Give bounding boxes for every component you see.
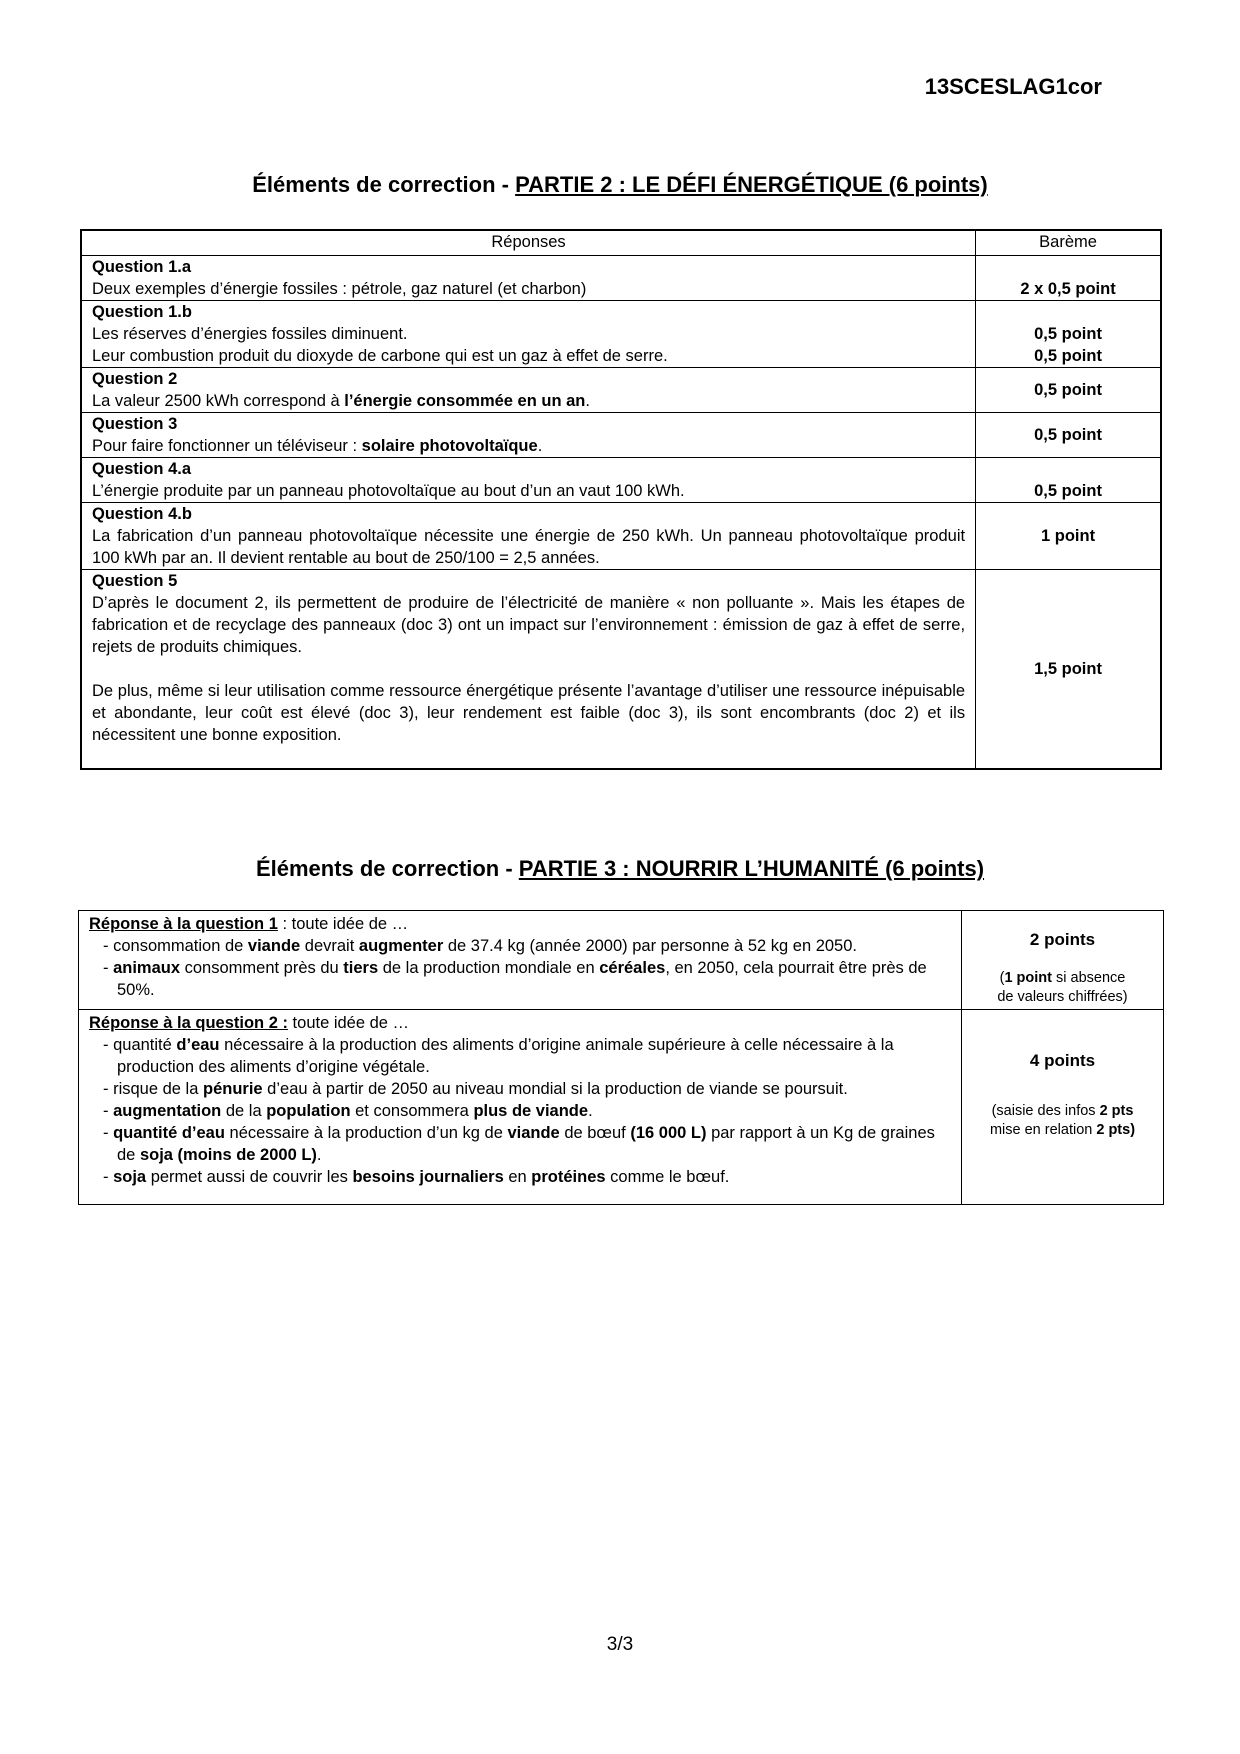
response-heading: Réponse à la question 2 : toute idée de … [89, 1014, 410, 1032]
score-question-2 [962, 1010, 1164, 1205]
response-q1a [81, 256, 976, 301]
score-q1a: 2 x 0,5 point [976, 256, 1161, 301]
response-text: L’énergie produite par un panneau photovoltaïque au bout d’un an vaut 100 kWh. [92, 482, 685, 500]
score-question-1 [962, 911, 1164, 1010]
list-item: - soja permet aussi de couvrir les besoins journaliers en protéines comme le bœuf. [103, 1168, 730, 1186]
score-q4a: 0,5 point [976, 458, 1161, 503]
score-q5: 1,5 point [976, 570, 1161, 770]
response-q4b [81, 503, 976, 570]
part2-correction-table [80, 229, 1162, 770]
response-text: Pour faire fonctionner un téléviseur : solaire photovoltaïque. [92, 437, 543, 455]
table-row [81, 368, 1161, 413]
question-label: Question 2 [92, 370, 178, 388]
score-note: mise en relation 2 pts) [989, 1122, 1136, 1138]
list-item: - animaux consomment près du tiers de la production mondiale en céréales, en 2050, cela pourrait être près de 50%. [103, 959, 927, 999]
list-item: - augmentation de la population et consommera plus de viande. [103, 1102, 593, 1120]
table-row [79, 1010, 1164, 1205]
table-header-row [81, 230, 1161, 256]
question-label: Question 1.a [92, 258, 192, 276]
response-question-1 [79, 911, 962, 1010]
document-code: 13SCESLAG1cor [924, 74, 1102, 99]
list-item: - quantité d’eau nécessaire à la production des aliments d’origine animale supérieure à celle nécessaire à la production des aliments d’origine végétale. [103, 1036, 894, 1076]
response-text: La valeur 2500 kWh correspond à l’énergie consommée en un an. [92, 392, 590, 410]
score-q4b: 1 point [976, 503, 1161, 570]
question-label: Question 3 [92, 415, 178, 433]
score-value: 4 points [1029, 1051, 1096, 1070]
score-note: (1 point si absence [999, 970, 1126, 986]
response-q4a [81, 458, 976, 503]
response-text: Deux exemples d’énergie fossiles : pétrole, gaz naturel (et charbon) [92, 280, 587, 298]
list-item: - consommation de viande devrait augmenter de 37.4 kg (année 2000) par personne à 52 kg en 2050. [103, 937, 857, 955]
part2-title-prefix: Éléments de correction - [252, 172, 516, 197]
table-row [79, 911, 1164, 1010]
part2-title [0, 172, 1240, 198]
part3-title-main: PARTIE 3 : NOURRIR L’HUMANITÉ (6 points) [518, 856, 985, 881]
score-q1b: 0,5 point 0,5 point [976, 301, 1161, 368]
response-heading: Réponse à la question 1 : toute idée de … [89, 915, 409, 933]
response-text: Les réserves d’énergies fossiles diminuent. [92, 325, 408, 343]
response-paragraph: De plus, même si leur utilisation comme ressource énergétique présente l’avantage d’utiliser une ressource inépuisable et abondante, leur coût est élevé (doc 3), leur rendement est faible (doc 3), ils sont encombrants (doc 2) et ils nécessitent une bonne exposition. [92, 682, 966, 744]
part2-title-main: PARTIE 2 : LE DÉFI ÉNERGÉTIQUE (6 points) [515, 172, 988, 197]
table-row [81, 458, 1161, 503]
question-label: Question 5 [92, 572, 178, 590]
response-paragraph: D’après le document 2, ils permettent de produire de l’électricité de manière « non polluante ». Mais les étapes de fabrication et de recyclage des panneaux (doc 3) ont un impact sur l’environnement : émission de gaz à effet de serre, rejets de produits chimiques. [92, 594, 966, 656]
list-item: - quantité d’eau nécessaire à la production d’un kg de viande de bœuf (16 000 L) par rapport à un Kg de graines de soja (moins de 2000 L). [103, 1124, 935, 1164]
table-row [81, 301, 1161, 368]
header-bareme: Barème [976, 230, 1161, 256]
question-label: Question 4.a [92, 460, 192, 478]
response-question-2 [79, 1010, 962, 1205]
page-number: 3/3 [606, 1634, 634, 1655]
header-responses: Réponses [81, 230, 976, 256]
score-q2: 0,5 point [976, 368, 1161, 413]
table-row [81, 503, 1161, 570]
score-q3: 0,5 point [976, 413, 1161, 458]
score-value: 2 points [1029, 930, 1096, 949]
score-note: de valeurs chiffrées) [997, 989, 1128, 1005]
table-row [81, 413, 1161, 458]
score-note: (saisie des infos 2 pts [991, 1103, 1134, 1119]
question-label: Question 4.b [92, 505, 192, 523]
part3-title-prefix: Éléments de correction - [255, 856, 519, 881]
part3-correction-table [78, 910, 1164, 1205]
response-q3 [81, 413, 976, 458]
response-text: La fabrication d’un panneau photovoltaïque nécessite une énergie de 250 kWh. Un panneau photovoltaïque produit 100 kWh par an. Il devient rentable au bout de 250/100 = 2,5 années. [92, 527, 966, 567]
response-q5 [81, 570, 976, 770]
response-text: Leur combustion produit du dioxyde de carbone qui est un gaz à effet de serre. [92, 347, 668, 365]
table-row [81, 256, 1161, 301]
part3-title [0, 856, 1240, 882]
list-item: - risque de la pénurie d’eau à partir de 2050 au niveau mondial si la production de viande se poursuit. [103, 1080, 848, 1098]
response-q2 [81, 368, 976, 413]
table-row [81, 570, 1161, 770]
response-q1b [81, 301, 976, 368]
question-label: Question 1.b [92, 303, 192, 321]
